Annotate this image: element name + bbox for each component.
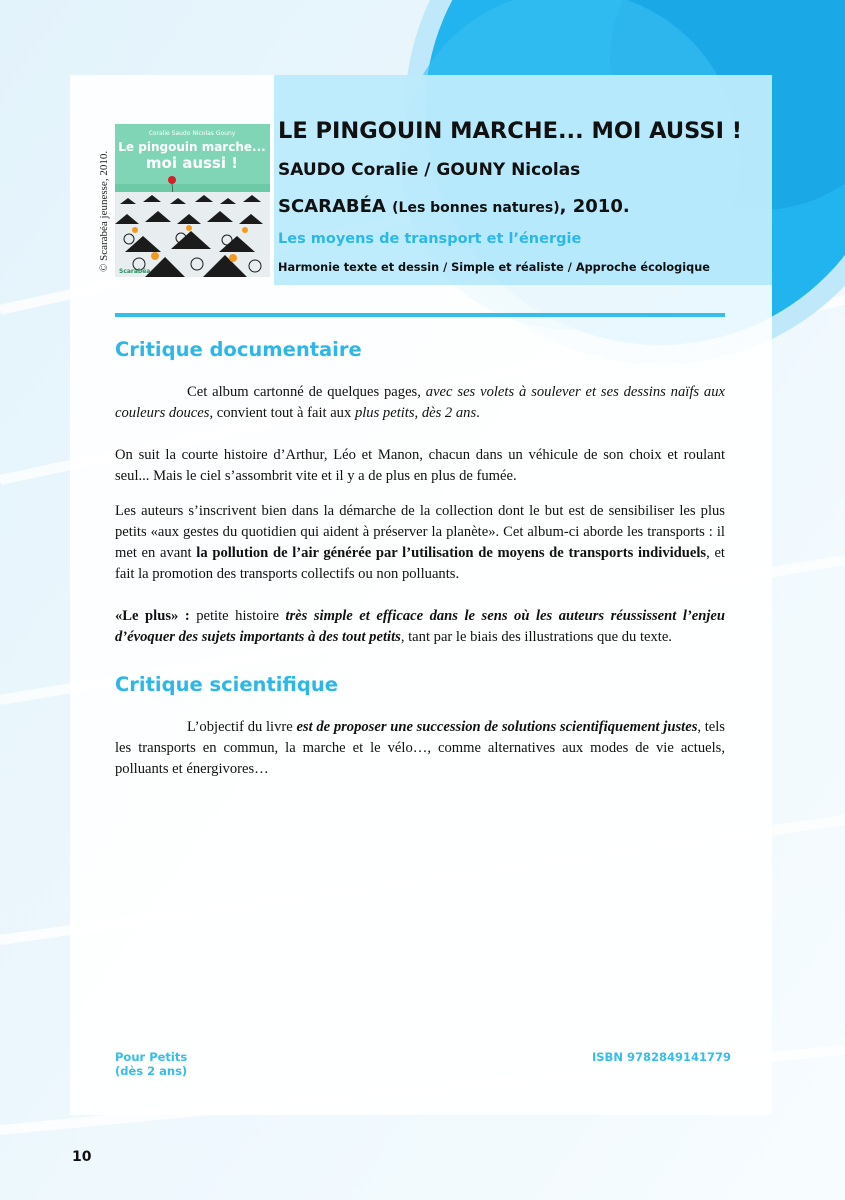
publisher-name: SCARABÉA [278,196,386,217]
text-run: «Le plus» : [115,608,190,624]
text-run: . [476,405,480,421]
penguin-crowd-icon [115,192,270,277]
text-run: , tant par le biais des illustrations que du texte. [400,629,672,645]
paragraph-doc-3 [115,501,725,585]
collection-name: (Les bonnes natures) [392,200,560,216]
book-tags: Harmonie texte et dessin / Simple et réaliste / Approche écologique [278,261,710,274]
text-run: Les auteurs s’inscrivent bien dans la démarche de la collection dont le but est de sensibiliser les plus petits «aux gestes du quotidien qui aident à préserver la planète». Cet album-ci aborde les transports : il met en avant [115,503,725,561]
text-run: la pollution de l’air générée par l’utilisation de moyens de transports individuels [196,545,707,561]
book-cover-image [115,124,270,277]
cover-title-line1: Le pingouin marche... [118,140,266,154]
section-heading-documentaire: Critique documentaire [115,338,362,361]
header-band [274,75,772,285]
text-run: très simple et efficace dans le sens où les auteurs réussissent l’enjeu d’évoquer des sujets importants à des tout petits [115,608,726,645]
cover-authors-text: Coralie Saudo Nicolas Gouny [148,130,236,137]
paragraph-doc-2 [115,445,725,487]
paragraph-doc-1 [115,382,725,424]
cover-title-line2: moi aussi ! [145,154,239,172]
text-run: est de proposer une succession de solutions scientifiquement justes [296,719,698,735]
text-run: , et fait la promotion des transports collectifs ou non polluants. [115,545,725,582]
text-run: On suit la courte histoire d’Arthur, Léo et Manon, chacun dans un véhicule de son choix et roulant seul... Mais le ciel s’assombrit vite et il y a de plus en plus de fumée. [115,447,725,484]
balloon-icon [168,176,176,184]
paragraph-doc-4 [115,606,725,648]
book-theme: Les moyens de transport et l’énergie [278,231,582,247]
publication-year: , 2010. [559,196,630,217]
isbn-number: ISBN 9782849141779 [592,1050,731,1064]
text-run: avec ses volets à soulever et ses dessins naïfs aux couleurs douces [115,384,725,421]
age-category-line2: (dès 2 ans) [115,1064,188,1078]
book-authors: SAUDO Coralie / GOUNY Nicolas [278,160,581,180]
cover-publisher-logo: Scarabéa [119,268,151,275]
text-run: , tels les transports en commun, la marche et le vélo…, comme alternatives aux modes de vie actuels, polluants et énergivores… [115,719,725,777]
header-divider [115,313,725,317]
book-title: LE PINGOUIN MARCHE... MOI AUSSI ! [278,118,743,144]
text-run: , convient tout à fait aux [209,405,355,421]
age-category [115,1050,187,1078]
text-run: plus petits, dès 2 ans [354,405,477,421]
age-category-line1: Pour Petits [115,1050,188,1064]
paragraph-sci-1 [115,717,725,780]
section-heading-scientifique: Critique scientifique [115,673,338,696]
text-run: L’objectif du livre [187,719,297,735]
text-run: petite histoire [189,608,286,624]
copyright-notice: © Scarabéa jeunesse, 2010. [98,150,110,272]
page-number: 10 [72,1149,92,1165]
text-run: Cet album cartonné de quelques pages, [187,384,426,400]
book-publisher [278,196,630,217]
